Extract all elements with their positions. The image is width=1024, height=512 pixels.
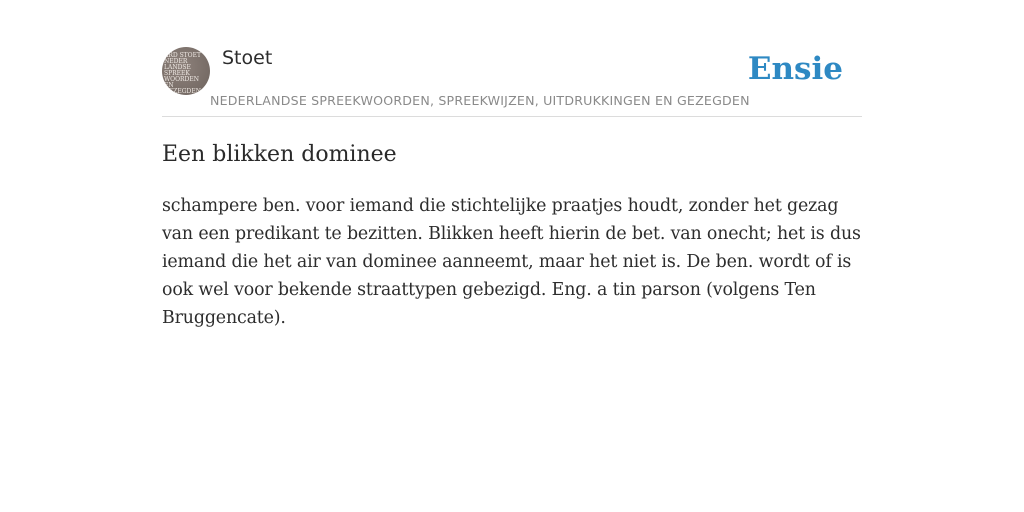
page: [162, 0, 862, 328]
entry-title: Een blikken dominee: [162, 142, 397, 167]
brand-logo[interactable]: Ensie: [747, 51, 843, 87]
header: [162, 0, 862, 117]
entry-description: schampere ben. voor iemand die stichtelijke praatjes houdt, zonder het gezag van een predikant te bezitten. Blikken heeft hierin de bet. van onecht; het is dus iemand die het air van dominee aanneemt, maar het niet is. De ben. wordt of is ook wel voor bekende straattypen gebezigd. Eng. a tin parson (volgens Ten Bruggencate).: [162, 196, 861, 328]
avatar-book-cover-text: ARD STOET NEDER LANDSE SPREEK WOORDEN EN GEZEGDEN: [164, 52, 201, 95]
author-name[interactable]: Stoet: [222, 47, 273, 69]
avatar[interactable]: [162, 47, 210, 95]
source-title[interactable]: NEDERLANDSE SPREEKWOORDEN, SPREEKWIJZEN, UITDRUKKINGEN EN GEZEGDEN: [210, 93, 750, 108]
